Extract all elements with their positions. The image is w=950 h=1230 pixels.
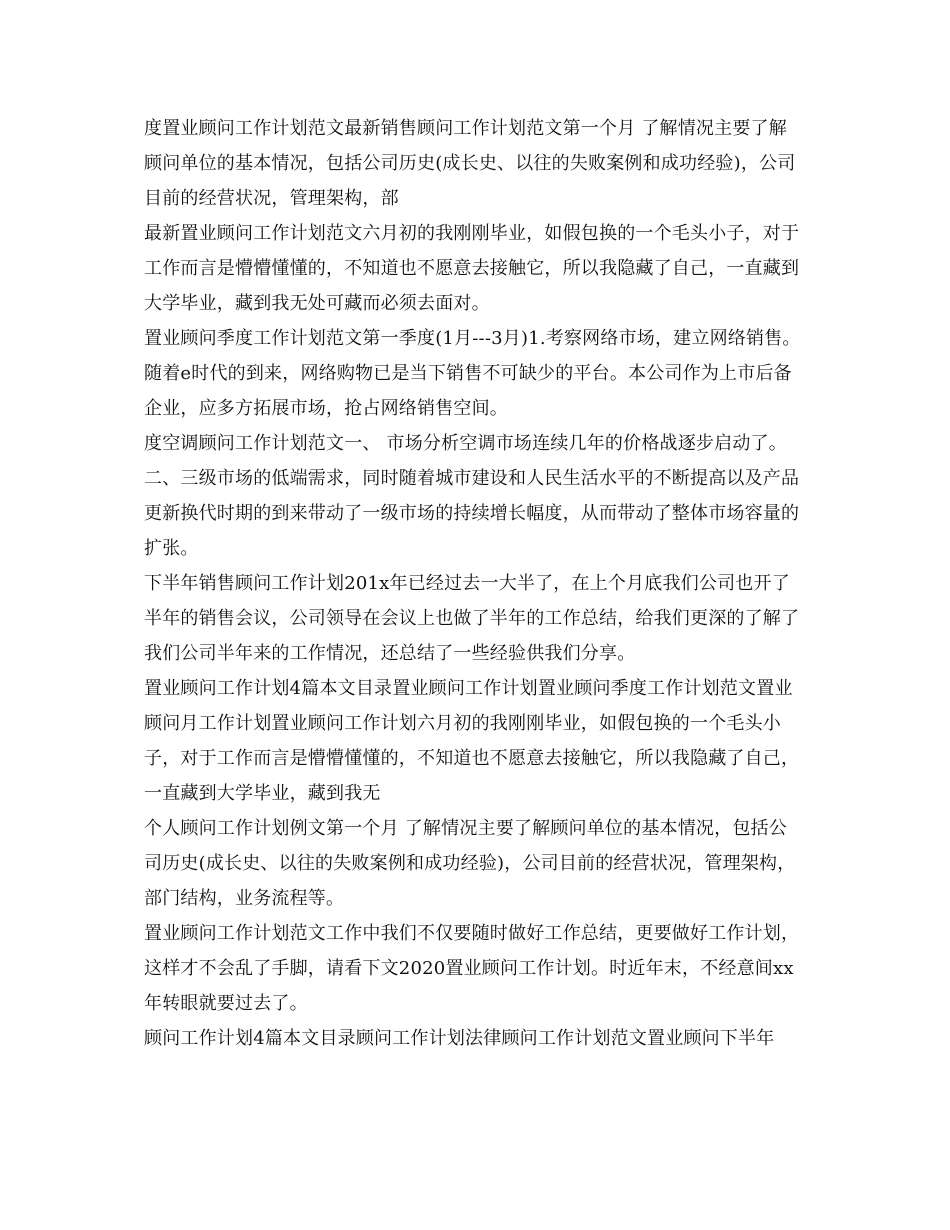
paragraph-5: 下半年销售顾问工作计划201x年已经过去一大半了，在上个月底我们公司也开了半年的销售会议，公司领导在会议上也做了半年的工作总结，给我们更深的了解了我们公司半年来的工作情况，还总结了一些经验供我们分享。 xyxy=(144,573,800,664)
document-body xyxy=(144,111,804,1056)
paragraph-1: 度置业顾问工作计划范文最新销售顾问工作计划范文第一个月 了解情况主要了解顾问单位的基本情况，包括公司历史(成长史、以往的失败案例和成功经验)，公司目前的经营状况，管理架构，部 xyxy=(144,118,796,209)
paragraph-9: 顾问工作计划4篇本文目录顾问工作计划法律顾问工作计划范文置业顾问下半年 xyxy=(144,1028,775,1049)
paragraph-3: 置业顾问季度工作计划范文第一季度(1月---3月)1.考察网络市场，建立网络销售。 随着e时代的到来，网络购物已是当下销售不可缺少的平台。本公司作为上市后备企业，应多方拓展市场，抢占网络销售空间。 xyxy=(144,328,801,419)
paragraph-6: 置业顾问工作计划4篇本文目录置业顾问工作计划置业顾问季度工作计划范文置业顾问月工作计划置业顾问工作计划六月初的我刚刚毕业，如假包换的一个毛头小子，对于工作而言是懵懵懂懂的，不知道也不愿意去接触它，所以我隐藏了自己，一直藏到大学毕业，藏到我无 xyxy=(144,678,800,804)
paragraph-7: 个人顾问工作计划例文第一个月 了解情况主要了解顾问单位的基本情况，包括公司历史(成长史、以往的失败案例和成功经验)，公司目前的经营状况，管理架构，部门结构，业务流程等。 xyxy=(144,818,796,909)
paragraph-8: 置业顾问工作计划范文工作中我们不仅要随时做好工作总结，更要做好工作计划，这样才不会乱了手脚，请看下文2020置业顾问工作计划。时近年末，不经意间xx年转眼就要过去了。 xyxy=(144,923,800,1014)
paragraph-2: 最新置业顾问工作计划范文六月初的我刚刚毕业，如假包换的一个毛头小子，对于工作而言是懵懵懂懂的，不知道也不愿意去接触它，所以我隐藏了自己，一直藏到大学毕业，藏到我无处可藏而必须去面对。 xyxy=(144,223,800,314)
paragraph-4: 度空调顾问工作计划范文一、 市场分析空调市场连续几年的价格战逐步启动了。二、三级市场的低端需求，同时随着城市建设和人民生活水平的不断提高以及产品更新换代时期的到来带动了一级市场的持续增长幅度，从而带动了整体市场容量的扩张。 xyxy=(144,433,800,559)
